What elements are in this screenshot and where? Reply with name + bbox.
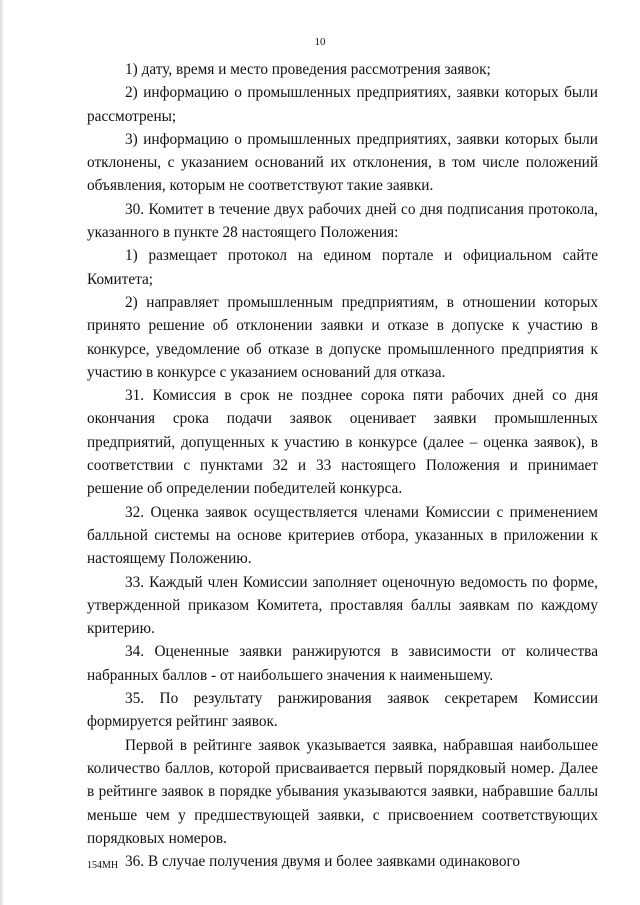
paragraph-clause-30: 30. Комитет в течение двух рабочих дней со дня подписания протокола, указанного в пункте 28 настоящего Положения: — [87, 200, 598, 242]
footer-document-code: 154МН — [87, 860, 119, 871]
paragraph-clause-32: 32. Оценка заявок осуществляется членами Комиссии с применением балльной системы на основе критериев отбора, указанных в приложении к настоящему Положению. — [87, 503, 598, 568]
paragraph-clause-30-item-1: 1) размещает протокол на едином портале и официальном сайте Комитета; — [87, 247, 598, 288]
paragraph-item-1: 1) дату, время и место проведения рассмотрения заявок; — [125, 61, 491, 78]
paragraph-clause-31: 31. Комиссия в срок не позднее сорока пяти рабочих дней со дня окончания срока подачи заявок оценивает заявки промышленных предприятий, допущенных к участию в конкурсе (далее – оценка заявок), в соответствии с пунктами 32 и 33 настоящего Положения и принимает решение об определении победителей конкурса. — [87, 387, 598, 498]
paragraph-clause-34: 34. Оцененные заявки ранжируются в зависимости от количества набранных баллов - от наибольшего значения к наименьшему. — [87, 643, 598, 684]
paragraph-item-3: 3) информацию о промышленных предприятиях, заявки которых были отклонены, с указанием оснований их отклонения, в том числе положений объявления, которым не соответствуют такие заявки. — [87, 130, 598, 195]
page-number: 10 — [314, 36, 326, 48]
paragraph-clause-36: 36. В случае получения двумя и более заявками одинакового — [125, 853, 521, 871]
paragraph-clause-35-ranking: Первой в рейтинге заявок указывается заявка, набравшая наибольшее количество баллов, которой присваивается первый порядковый номер. Далее в рейтинге заявок в порядке убывания указываются заявки, набравшие баллы меньше чем у предшествующей заявки, с присвоением соответствующих порядковых номеров. — [87, 736, 598, 847]
paragraph-clause-35: 35. По результату ранжирования заявок секретарем Комиссии формируется рейтинг заявок. — [87, 690, 598, 731]
paragraph-clause-30-item-2: 2) направляет промышленным предприятиям, в отношении которых принято решение об отклонении заявки и отказе в допуске к участию в конкурсе, уведомление об отказе в допуске промышленного предприятия к участию в конкурсе с указанием оснований для отказа. — [87, 293, 598, 381]
paragraph-item-2: 2) информацию о промышленных предприятиях, заявки которых были рассмотрены; — [87, 84, 598, 125]
scan-page-edge — [0, 0, 4, 905]
document-body — [87, 58, 598, 873]
paragraph-clause-33: 33. Каждый член Комиссии заполняет оценочную ведомость по форме, утвержденной приказом Комитета, проставляя баллы заявкам по каждому критерию. — [87, 573, 598, 638]
